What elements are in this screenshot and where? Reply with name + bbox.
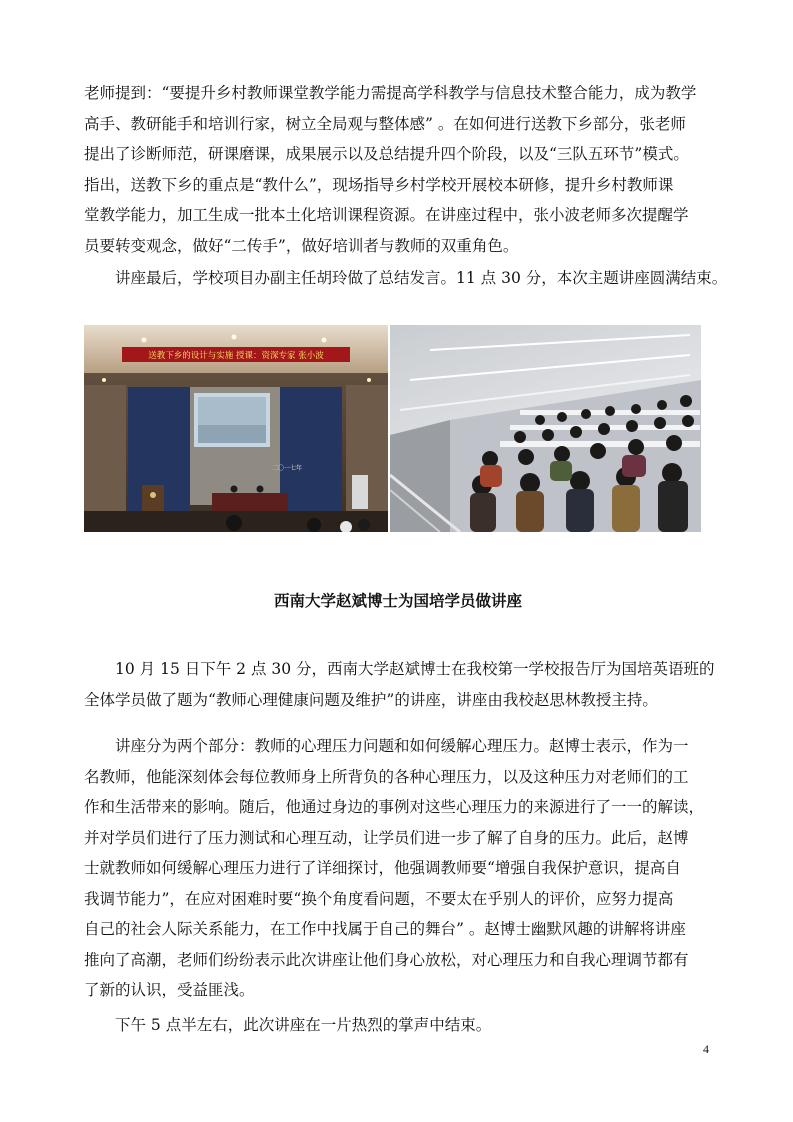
- text-line: 士就教师如何缓解心理压力进行了详细探讨，他强调教师要“增强自我保护意识，提高自: [84, 859, 681, 877]
- text-line: 了新的认识，受益匪浅。: [84, 981, 255, 999]
- text-line: 堂教学能力，加工生成一批本土化培训课程资源。在讲座过程中，张小波老师多次提醒学: [84, 206, 689, 224]
- text-line: 名教师，他能深刻体会每位教师身上所背负的各种心理压力，以及这种压力对老师们的工: [84, 767, 689, 786]
- text-line: 老师提到：“要提升乡村教师课堂教学能力需提高学科教学与信息技术整合能力，成为教学: [84, 84, 697, 102]
- banner-text: 送教下乡的设计与实施 授课：资深专家 张小波: [148, 351, 324, 361]
- text-line: 指出，送教下乡的重点是“教什么”，现场指导乡村学校开展校本研修，提升乡村教师课: [84, 175, 674, 194]
- text-line: 高手、教研能手和培训行家，树立全局观与整体感” 。在如何进行送教下乡部分，张老师: [84, 114, 686, 133]
- text-line: 提出了诊断师范，研课磨课，成果展示以及总结提升四个阶段，以及“三队五环节”模式。: [84, 145, 689, 163]
- paragraph-closing: [84, 263, 728, 294]
- paragraph-body: [84, 731, 712, 1006]
- text-line: 讲座最后，学校项目办副主任胡玲做了总结发言。11 点 30 分，本次主题讲座圆满结束。: [115, 269, 728, 287]
- page-number: 4: [703, 1042, 709, 1056]
- photo-lecture-stage: [84, 325, 388, 532]
- text-line: 推向了高潮，老师们纷纷表示此次讲座让他们身心放松，对心理压力和自我心理调节都有: [84, 950, 689, 969]
- paragraph-intro: [84, 654, 715, 715]
- paragraph-ending: [84, 1010, 712, 1041]
- text-line: 作和生活带来的影响。随后，他通过身边的事例对这些心理压力的来源进行了一一的解读，: [84, 798, 705, 816]
- text-line: 讲座分为两个部分：教师的心理压力问题和如何缓解心理压力。赵博士表示，作为一: [115, 737, 689, 755]
- text-line: 10 月 15 日下午 2 点 30 分，西南大学赵斌博士在我校第一学校报告厅为国培英语班的: [115, 660, 715, 678]
- text-line: 并对学员们进行了压力测试和心理互动，让学员们进一步了解了自身的压力。此后，赵博: [84, 828, 689, 847]
- text-line: 全体学员做了题为“教师心理健康问题及维护”的讲座，讲座由我校赵思林教授主持。: [84, 690, 658, 709]
- text-line: 下午 5 点半左右，此次讲座在一片热烈的掌声中结束。: [115, 1016, 492, 1034]
- paragraph-continued: [84, 78, 712, 261]
- text-line: 我调节能力”，在应对困难时要“换个角度看问题，不要太在乎别人的评价，应努力提高: [84, 889, 674, 908]
- section-heading: 西南大学赵斌博士为国培学员做讲座: [273, 592, 522, 610]
- text-line: 自己的社会人际关系能力，在工作中找属于自己的舞台” 。赵博士幽默风趣的讲解将讲座: [84, 920, 686, 938]
- photo-audience: [390, 325, 701, 532]
- screen-side-text: 二〇一七年: [272, 465, 303, 472]
- text-line: 员要转变观念，做好“二传手”，做好培训者与教师的双重角色。: [84, 236, 519, 255]
